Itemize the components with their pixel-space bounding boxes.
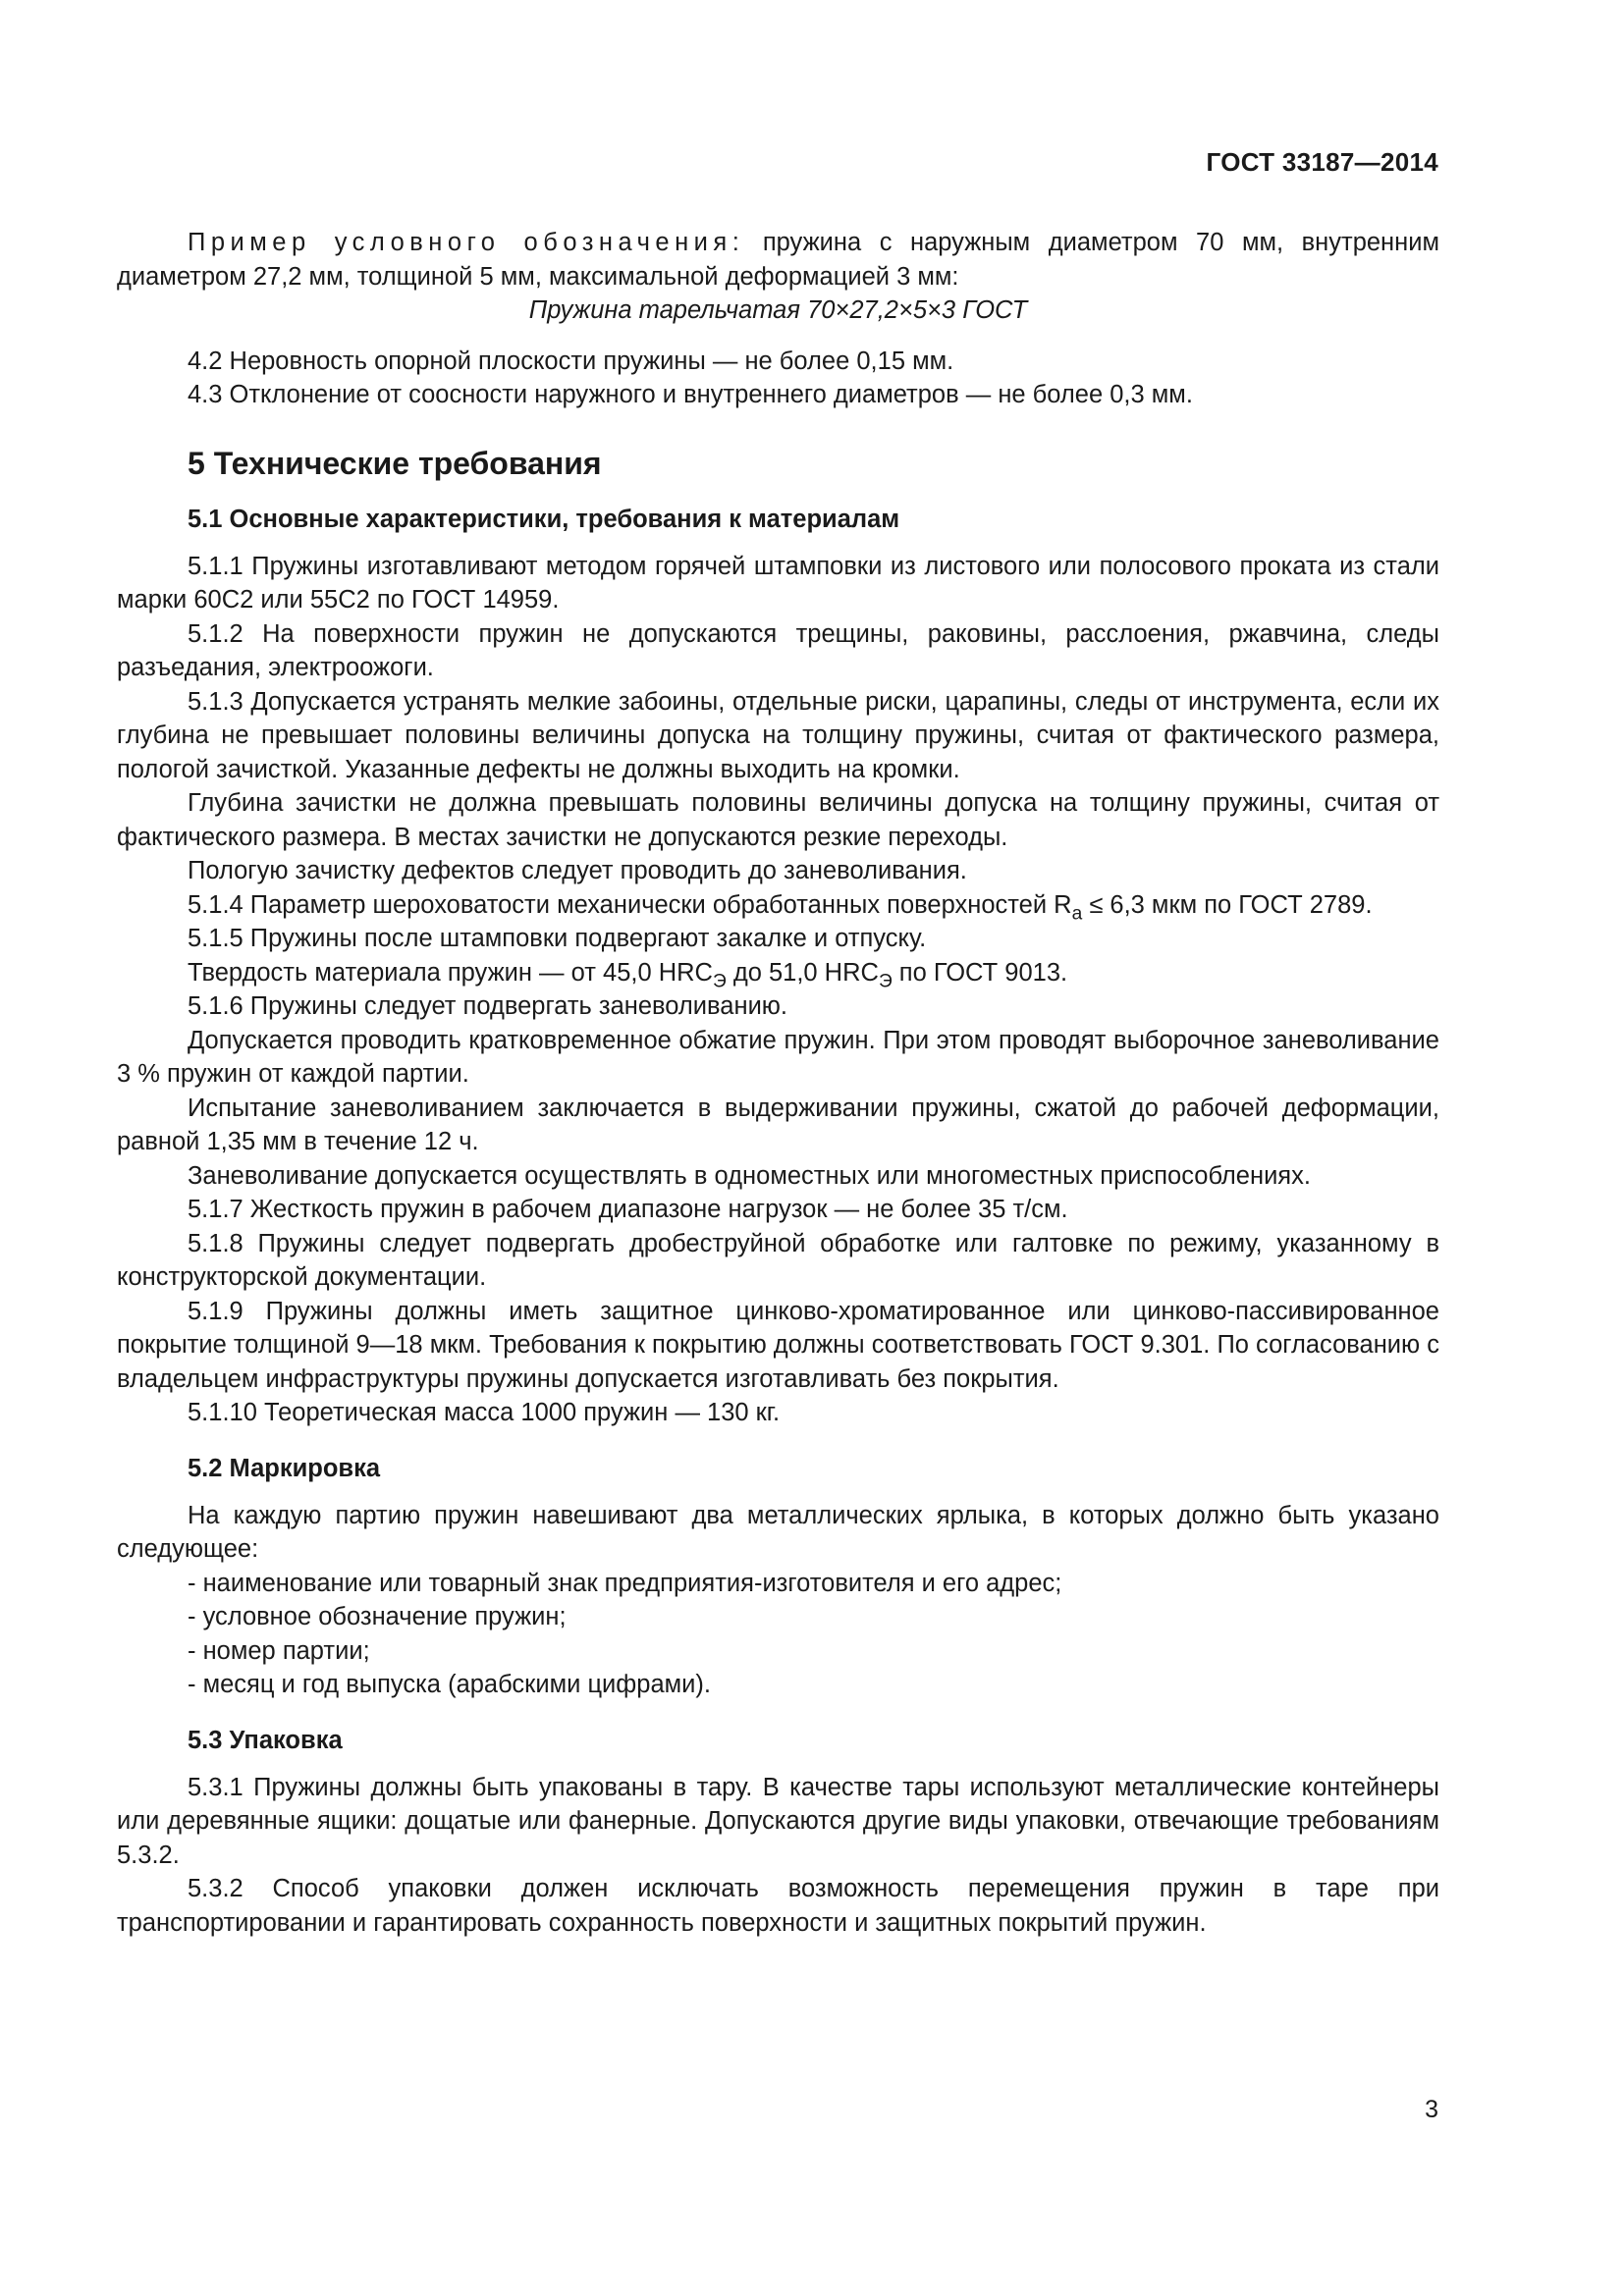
clause-5-3-2: 5.3.2 Способ упаковки должен исключать возможность перемещения пружин в таре при транспортировании и гарантировать сохранность поверхности и защитных покрытий пружин. bbox=[117, 1875, 1439, 1937]
example-paragraph bbox=[117, 226, 1439, 294]
paragraph-depth: Глубина зачистки не должна превышать половины величины допуска на толщину пружины, считая от фактического размера. В местах зачистки не допускаются резкие переходы. bbox=[117, 789, 1439, 851]
marking-item: - месяц и год выпуска (арабскими цифрами). bbox=[188, 1671, 711, 1698]
marking-item: - наименование или товарный знак предприятия-изготовителя и его адрес; bbox=[188, 1569, 1062, 1597]
example-lead: Пример условного обозначения: bbox=[188, 229, 745, 256]
marking-intro: На каждую партию пружин навешивают два металлических ярлыка, в которых должно быть указано следующее: bbox=[117, 1501, 1439, 1563]
paragraph-gentle-cleaning: Пологую зачистку дефектов следует проводить до заневоливания. bbox=[188, 857, 967, 884]
clause-5-1-4-rest: ≤ 6,3 мкм по ГОСТ 2789. bbox=[1082, 890, 1373, 919]
clause-5-1-8: 5.1.8 Пружины следует подвергать дробеструйной обработке или галтовке по режиму, указанному в конструкторской документации. bbox=[117, 1229, 1439, 1291]
clause-5-1-2: 5.1.2 На поверхности пружин не допускаются трещины, раковины, расслоения, ржавчина, следы разъедания, электроожоги. bbox=[117, 619, 1439, 681]
roughness-subscript: a bbox=[1071, 903, 1083, 925]
paragraph-hardness bbox=[117, 956, 1439, 990]
hardness-text-a: Твердость материала пружин — от 45,0 HRC bbox=[188, 958, 713, 987]
clause-4-3: 4.3 Отклонение от соосности наружного и внутреннего диаметров — не более 0,3 мм. bbox=[188, 381, 1193, 408]
clause-4-2: 4.2 Неровность опорной плоскости пружины — не более 0,15 мм. bbox=[188, 347, 954, 375]
clause-5-1-4-text: 5.1.4 Параметр шероховатости механически обработанных поверхностей R bbox=[188, 890, 1072, 919]
clause-5-1-7: 5.1.7 Жесткость пружин в рабочем диапазоне нагрузок — не более 35 т/см. bbox=[188, 1196, 1068, 1223]
paragraph-short-compression: Допускается проводить кратковременное обжатие пружин. При этом проводят выборочное заневоливание 3 % пружин от каждой партии. bbox=[117, 1026, 1439, 1088]
page-content bbox=[117, 226, 1439, 1940]
marking-item: - номер партии; bbox=[188, 1636, 370, 1665]
hardness-subscript-1: Э bbox=[712, 971, 727, 992]
section-5-1-title: 5.1 Основные характеристики, требования к материалам bbox=[188, 505, 900, 533]
paragraph-test: Испытание заневоливанием заключается в выдерживании пружины, сжатой до рабочей деформации, равной 1,35 мм в течение 12 ч. bbox=[117, 1094, 1439, 1155]
clause-5-1-9: 5.1.9 Пружины должны иметь защитное цинково-хроматированное или цинково-пассивированное покрытие толщиной 9—18 мкм. Требования к покрытию должны соответствовать ГОСТ 9.301. По согласованию с владельцем инфраструктуры пружины допускается изготавливать без покрытия. bbox=[117, 1297, 1440, 1393]
section-5-3-title: 5.3 Упаковка bbox=[188, 1726, 343, 1754]
page-number: 3 bbox=[1425, 2096, 1438, 2123]
marking-item: - условное обозначение пружин; bbox=[188, 1603, 567, 1630]
example-designation: Пружина тарельчатая 70×27,2×5×3 ГОСТ bbox=[528, 296, 1028, 324]
clause-5-1-5: 5.1.5 Пружины после штамповки подвергают закалке и отпуску. bbox=[188, 925, 927, 952]
clause-5-1-10: 5.1.10 Теоретическая масса 1000 пружин — 130 кг. bbox=[188, 1399, 781, 1426]
clause-5-1-1: 5.1.1 Пружины изготавливают методом горячей штамповки из листового или полосового проката из стали марки 60С2 или 55С2 по ГОСТ 14959. bbox=[117, 552, 1439, 614]
section-5-2-title: 5.2 Маркировка bbox=[188, 1454, 381, 1482]
paragraph-fixtures: Заневоливание допускается осуществлять в одноместных или многоместных приспособлениях. bbox=[188, 1161, 1311, 1190]
clause-5-3-1: 5.3.1 Пружины должны быть упакованы в тару. В качестве тары используют металлические контейнеры или деревянные ящики: дощатые или фанерные. Допускаются другие виды упаковки, отвечающие требованиям 5.3.2. bbox=[117, 1773, 1439, 1869]
standard-header: ГОСТ 33187—2014 bbox=[1206, 147, 1438, 177]
hardness-text-b: до 51,0 HRC bbox=[726, 958, 879, 987]
hardness-text-c: по ГОСТ 9013. bbox=[892, 958, 1068, 987]
example-text: пружина с наружным диаметром 70 мм, внутренним диаметром 27,2 мм, толщиной 5 мм, максимальной деформацией 3 мм: bbox=[117, 229, 1439, 291]
section-5-title: 5 Технические требования bbox=[188, 445, 602, 481]
clause-5-1-6: 5.1.6 Пружины следует подвергать заневоливанию. bbox=[188, 992, 788, 1020]
hardness-subscript-2: Э bbox=[878, 971, 893, 992]
clause-5-1-3: 5.1.3 Допускается устранять мелкие забоины, отдельные риски, царапины, следы от инструмента, если их глубина не превышает половины величины допуска на толщину пружины, считая от фактического размера, пологой зачисткой. Указанные дефекты не должны выходить на кромки. bbox=[117, 687, 1439, 783]
clause-5-1-4 bbox=[117, 888, 1439, 923]
